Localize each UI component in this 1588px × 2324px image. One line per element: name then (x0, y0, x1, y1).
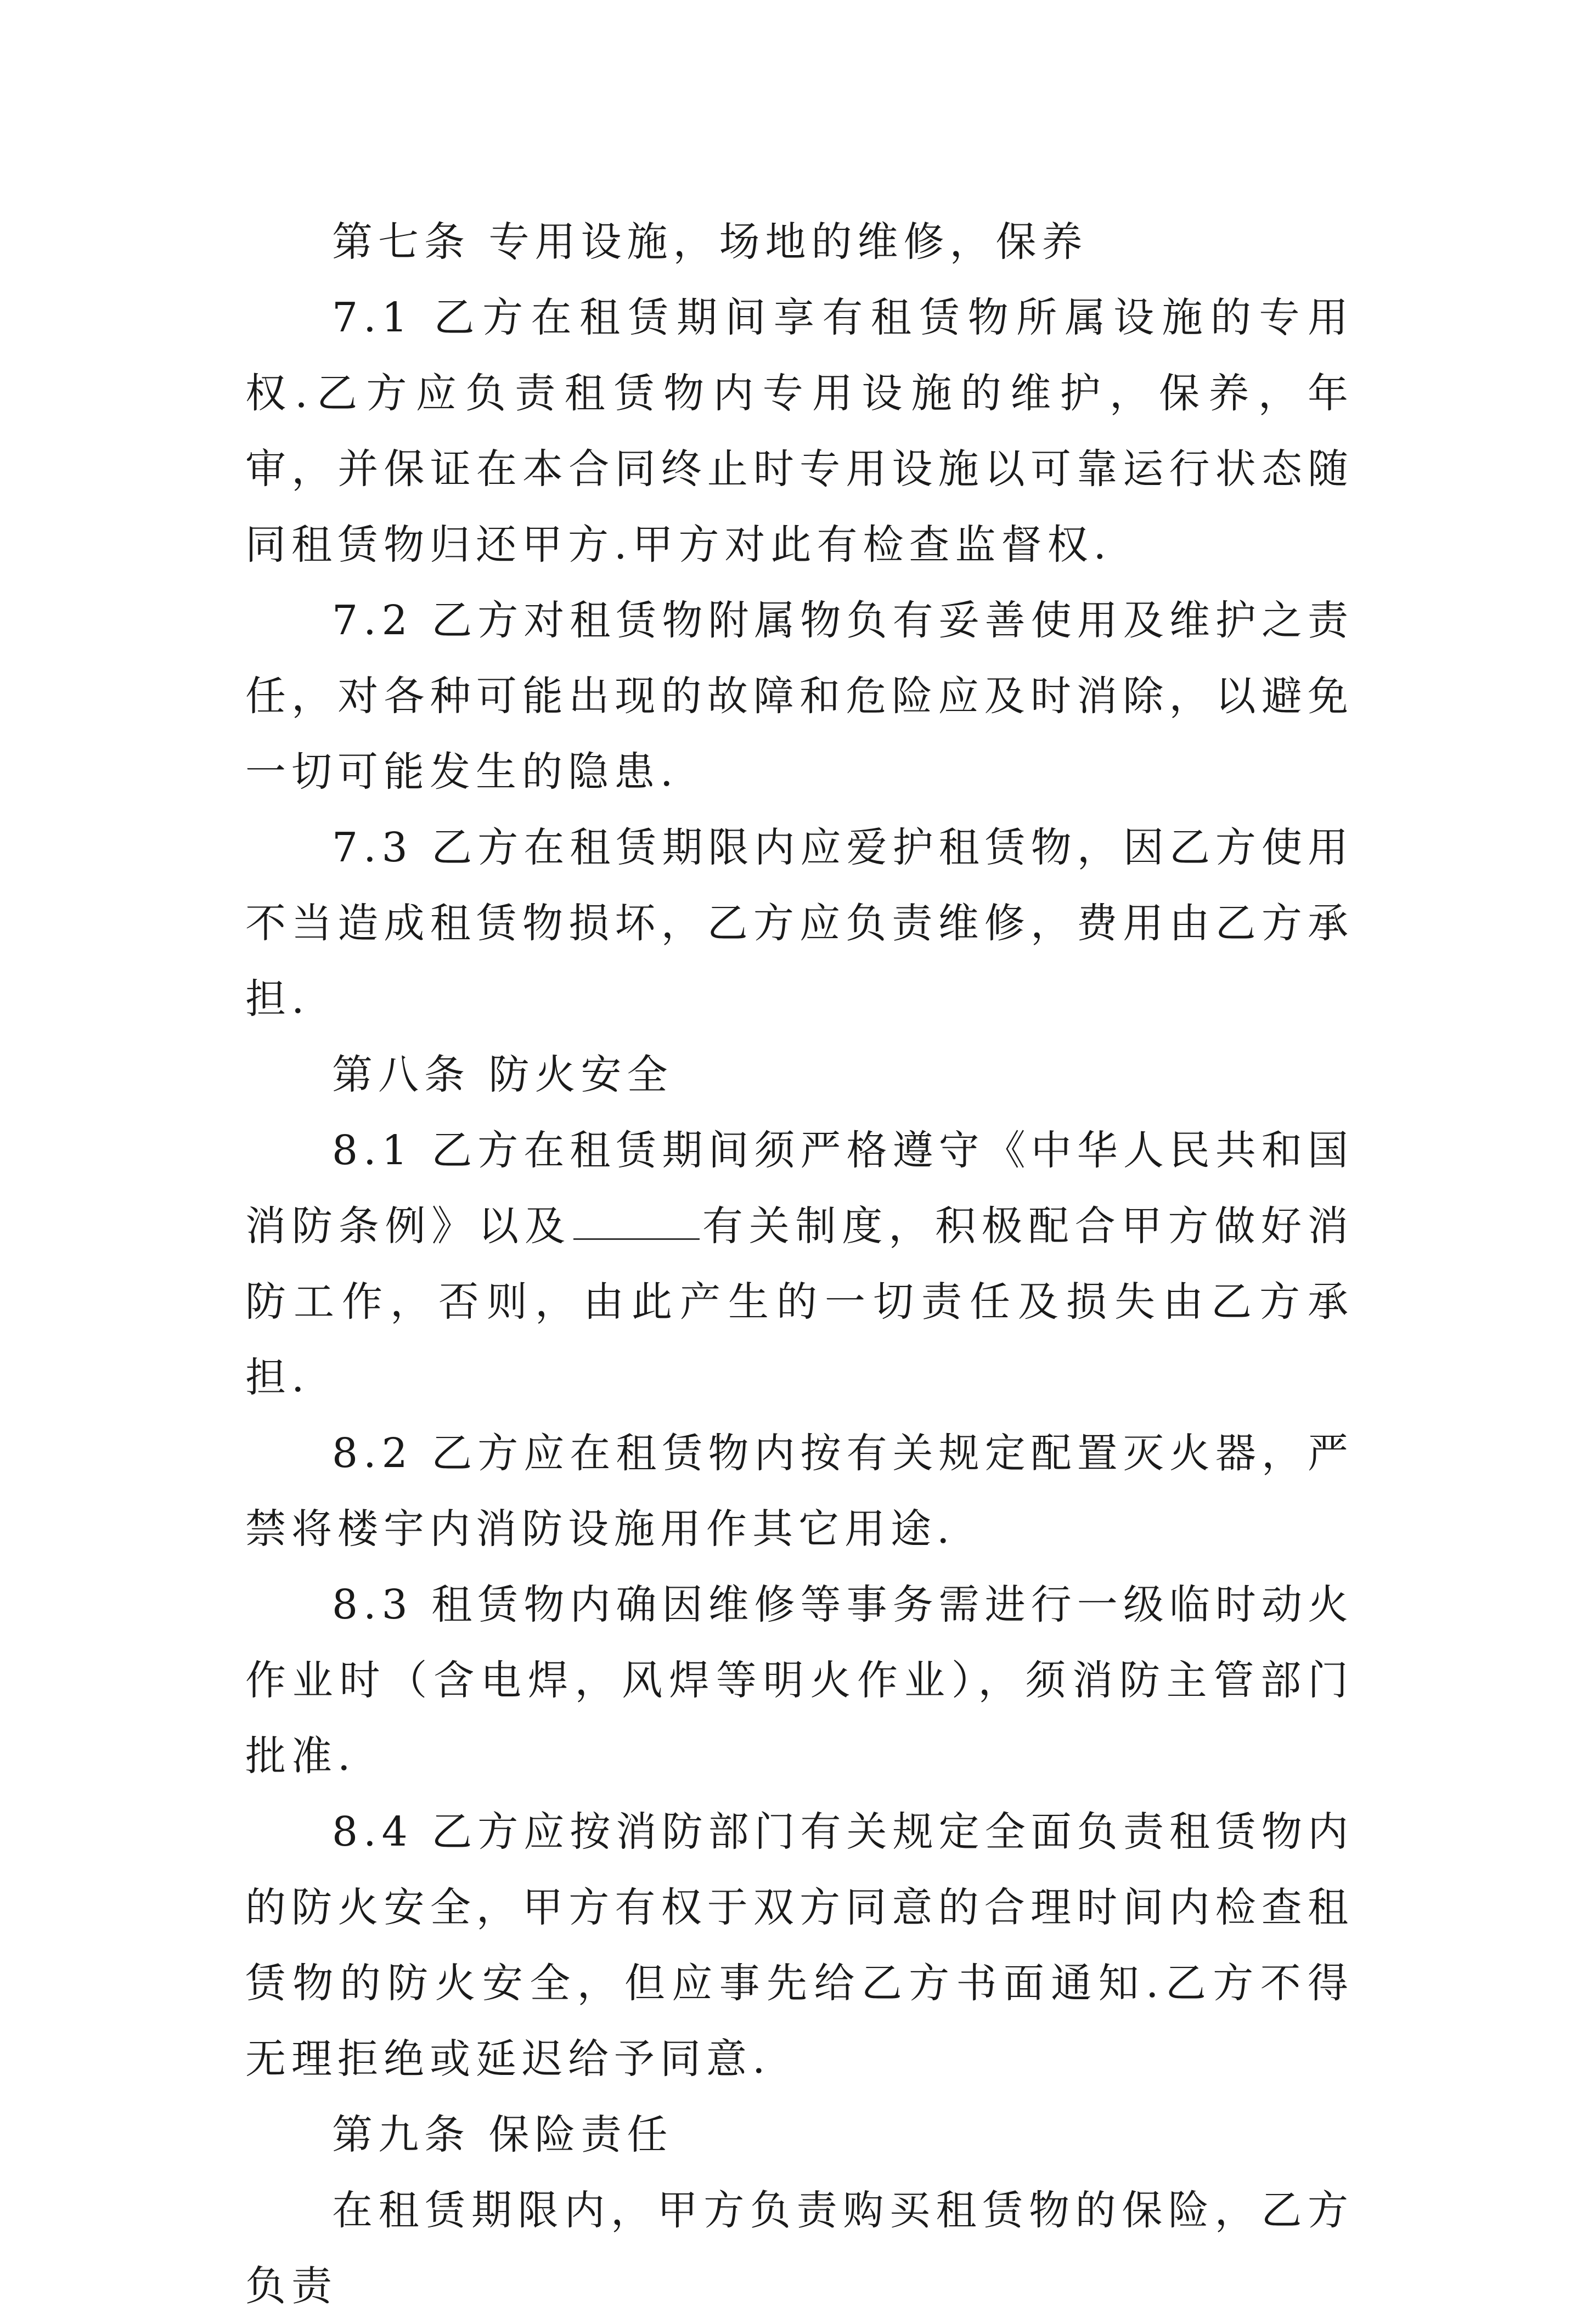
clause-8-3: 8.3 租赁物内确因维修等事务需进行一级临时动火作业时（含电焊，风焊等明火作业），须消防主管部门批准. (245, 1581, 1354, 1780)
clause-8-2: 8.2 乙方应在租赁物内按有关规定配置灭火器，严禁将楼宇内消防设施用作其它用途. (245, 1430, 1354, 1553)
clause-7-1: 7.1 乙方在租赁期间享有租赁物所属设施的专用权.乙方应负责租赁物内专用设施的维护，保养，年审，并保证在本合同终止时专用设施以可靠运行状态随同租赁物归还甲方.甲方对此有检查监督权. (245, 294, 1354, 568)
article-heading-9: 第九条 保险责任 (332, 2111, 673, 2158)
clause-8-1-text-after: 有关制度，积极配合甲方做好消防工作，否则，由此产生的一切责任及损失由乙方承担. (245, 1203, 1354, 1401)
article-heading-7: 第七条 专用设施，场地的维修，保养 (332, 218, 1088, 266)
clause-7-3: 7.3 乙方在租赁期限内应爱护租赁物，因乙方使用不当造成租赁物损坏，乙方应负责维修，费用由乙方承担. (245, 824, 1354, 1023)
clause-8-1 (245, 1113, 1354, 1415)
clause-8-1-text-before: 8.1 乙方在租赁期间须严格遵守《中华人民共和国消防条例》以及 (245, 1127, 1354, 1250)
clause-7-2: 7.2 乙方对租赁物附属物负有妥善使用及维护之责任，对各种可能出现的故障和危险应及时消除，以避免一切可能发生的隐患. (245, 597, 1354, 796)
article-heading-8: 第八条 防火安全 (332, 1051, 673, 1098)
fill-in-blank (573, 1205, 700, 1240)
clause-8-4: 8.4 乙方应按消防部门有关规定全面负责租赁物内的防火安全，甲方有权于双方同意的合理时间内检查租赁物的防火安全，但应事先给乙方书面通知.乙方不得无理拒绝或延迟给予同意. (245, 1808, 1354, 2083)
document-body (245, 204, 1354, 2324)
clause-9-text: 在租赁期限内，甲方负责购买租赁物的保险，乙方负责 (245, 2187, 1354, 2310)
